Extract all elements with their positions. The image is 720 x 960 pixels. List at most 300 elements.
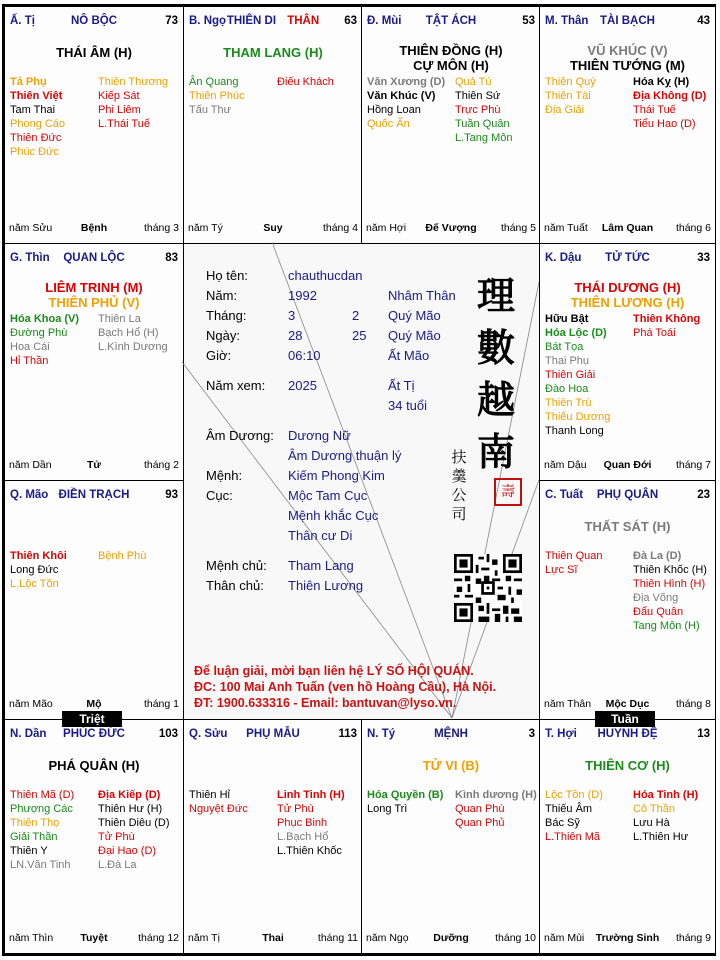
minor-star: Quả Tú [455, 76, 492, 88]
palace-name-text: MỆNH [434, 728, 468, 740]
palace-header [189, 728, 357, 742]
main-star: CỰ MÔN (H) [413, 58, 489, 73]
palace-tuat [539, 480, 716, 720]
minor-star: Thiên Thọ [10, 817, 60, 829]
footer-year: năm Mùi [544, 932, 585, 944]
palace-menh-ty [361, 719, 541, 954]
main-star: THIÊN ĐỒNG (H) [399, 43, 503, 58]
minor-star: L.Đà La [98, 859, 137, 871]
value-am-duong-2: Âm Dương thuận lý [288, 448, 402, 463]
main-star: THIÊN CƠ (H) [585, 758, 670, 773]
footer-month: tháng 3 [143, 222, 179, 234]
palace-hoi [539, 719, 716, 954]
right-star-column [455, 75, 512, 145]
minor-star: Địa Không (D) [633, 90, 707, 102]
palace-header [545, 489, 710, 503]
palace-footer [188, 932, 358, 945]
minor-star: Thiên Hỉ [189, 789, 230, 801]
minor-star: Thiên Đức [10, 132, 62, 144]
contact-address: ĐC: 100 Mai Anh Tuấn (ven hồ Hoàng Cầu), Hà Nội. [194, 680, 497, 694]
value-ngay-am: 25 [352, 328, 367, 343]
minor-star: Thiên Y [10, 845, 48, 857]
value-am-duong: Dương Nữ [288, 428, 351, 443]
minor-star: Tam Thai [10, 104, 56, 116]
footer-month: tháng 8 [675, 698, 711, 710]
main-star: THÁI ÂM (H) [56, 45, 132, 60]
footer-phase: Trường Sinh [595, 932, 660, 944]
palace-age-number: 3 [528, 728, 535, 740]
palace-name [10, 252, 178, 264]
main-star: TỬ VI (B) [422, 758, 480, 773]
footer-month: tháng 4 [322, 222, 358, 234]
calligraphy-char-4: 南 [476, 429, 515, 474]
minor-star: L.Tang Môn [455, 132, 513, 144]
value-than-chu: Thiên Lương [288, 578, 364, 593]
palace-footer [544, 222, 711, 235]
minor-star: Hóa Khoa (V) [10, 313, 80, 325]
left-star-column [189, 75, 245, 117]
value-thang-can: Quý Mão [388, 308, 441, 323]
minor-star: Thiếu Âm [545, 803, 593, 815]
palace-name [10, 728, 178, 740]
value-nam: 1992 [288, 288, 317, 303]
footer-year: năm Thân [544, 698, 592, 710]
palace-dan [4, 719, 184, 954]
palace-name-text: TỬ TỨC [605, 252, 650, 264]
palace-can-chi: Q. Mão [10, 489, 49, 501]
minor-star: Quốc Ấn [367, 118, 410, 130]
minor-star: Tử Phù [98, 831, 135, 843]
main-star: LIÊM TRINH (M) [45, 280, 143, 295]
minor-star: Đào Hoa [545, 383, 589, 395]
value-thang-am: 2 [352, 308, 360, 323]
right-star-column [98, 788, 170, 872]
palace-name-text: THIÊN DI [226, 15, 277, 27]
calligraphy-sub-1: 扶 [451, 448, 467, 466]
main-star: THIÊN LƯƠNG (H) [570, 295, 685, 310]
footer-phase: Dưỡng [433, 932, 469, 944]
minor-star: Thiên La [98, 313, 141, 325]
palace-ngo [183, 6, 363, 244]
footer-year: năm Tý [188, 222, 223, 234]
palace-footer [9, 698, 179, 711]
footer-phase: Lâm Quan [601, 222, 654, 234]
minor-star: Điếu Khách [277, 76, 334, 88]
palace-header [367, 15, 535, 29]
minor-star: Địa Giải [545, 104, 585, 116]
minor-star: Lực Sĩ [545, 564, 578, 576]
minor-star: Hóa Tinh (H) [633, 789, 699, 801]
footer-year: năm Thìn [9, 932, 54, 944]
palace-footer [366, 222, 536, 235]
palace-name-text: NÔ BỘC [71, 15, 117, 27]
palace-age-number: 83 [165, 252, 178, 264]
triet-badge: Triệt [62, 711, 122, 727]
footer-phase: Thai [262, 932, 284, 944]
palace-ty [4, 6, 184, 244]
palace-name [545, 728, 710, 740]
value-tuoi: 34 tuổi [388, 398, 428, 413]
palace-can-chi: N. Dần [10, 728, 47, 740]
minor-star: LN.Văn Tinh [10, 859, 71, 871]
palace-footer [544, 932, 711, 945]
minor-star: Trực Phù [455, 104, 501, 116]
minor-star: Long Trì [367, 803, 408, 815]
palace-than [539, 6, 716, 244]
calligraphy-sub-4: 司 [451, 505, 467, 523]
palace-mui [361, 6, 541, 244]
palace-name-text: HUYNH ĐỆ [597, 728, 658, 740]
red-seal-stamp: 壽 [494, 478, 522, 506]
minor-star: L.Bạch Hổ [277, 831, 329, 843]
left-star-column [545, 549, 602, 577]
footer-year: năm Dần [9, 459, 52, 471]
palace-header [367, 728, 535, 742]
value-gio: 06:10 [288, 348, 321, 363]
value-menh: Kiếm Phong Kim [288, 468, 385, 483]
label-nam: Năm: [206, 288, 238, 303]
calligraphy-sub-2: 羹 [451, 467, 467, 485]
palace-header [10, 252, 178, 266]
minor-star: Thiên Thương [98, 76, 169, 88]
minor-star: Thiên Hư (H) [98, 803, 163, 815]
footer-year: năm Mão [9, 698, 53, 710]
right-star-column [277, 75, 334, 89]
label-cuc: Cục: [206, 488, 233, 503]
palace-can-chi: B. Ngọ [189, 15, 227, 27]
left-star-column [545, 75, 596, 117]
palace-can-chi: T. Hợi [545, 728, 577, 740]
palace-name [189, 728, 357, 740]
palace-can-chi: C. Tuất [545, 489, 584, 501]
palace-can-chi: K. Dậu [545, 252, 582, 264]
minor-star: Phá Toái [633, 327, 676, 339]
minor-star: Phong Cáo [10, 118, 66, 130]
palace-can-chi: N. Tý [367, 728, 396, 740]
palace-age-number: 43 [697, 15, 710, 27]
palace-name-text: PHỤ QUÂN [596, 489, 659, 501]
left-star-column [10, 75, 65, 159]
minor-star: L.Thiên Khốc [277, 845, 342, 857]
palace-mao [4, 480, 184, 720]
right-star-column [633, 788, 698, 844]
tu-vi-chart [2, 4, 716, 956]
palace-name [545, 489, 710, 501]
palace-header [10, 489, 178, 503]
palace-suu [183, 719, 363, 954]
palace-name-text: PHỤ MẪU [246, 728, 300, 740]
value-ho-ten: chauthucdan [288, 268, 363, 283]
minor-star: Phục Binh [277, 817, 328, 829]
palace-name [10, 489, 178, 501]
palace-name [367, 15, 535, 27]
minor-star: Cô Thần [633, 803, 675, 815]
palace-header [189, 15, 357, 29]
minor-star: Bác Sỹ [545, 817, 580, 829]
than-marker: THÂN [287, 15, 320, 27]
left-star-column [367, 75, 445, 131]
footer-year: năm Tuất [544, 222, 588, 234]
value-thang-duong: 3 [288, 308, 296, 323]
minor-star: Ân Quang [189, 76, 239, 88]
left-star-column [10, 549, 67, 591]
calligraphy-char-1: 理 [476, 273, 515, 318]
minor-star: Thiên Giải [545, 369, 596, 381]
palace-footer [544, 459, 711, 472]
palace-name-text: TÀI BẠCH [600, 15, 655, 27]
value-nam-xem: 2025 [288, 378, 317, 393]
footer-year: năm Tị [188, 932, 220, 944]
footer-month: tháng 6 [675, 222, 711, 234]
value-gio-can: Ất Mão [388, 348, 430, 363]
minor-star: Thanh Long [545, 425, 604, 437]
palace-name [10, 15, 178, 27]
minor-star: Thái Tuế [633, 104, 676, 116]
value-ngay-can: Quý Mão [388, 328, 441, 343]
label-ho-ten: Họ tên: [206, 268, 248, 283]
footer-phase: Quan Đới [603, 459, 652, 471]
palace-thin [4, 243, 184, 481]
left-star-column [10, 788, 74, 872]
palace-footer [9, 932, 179, 945]
right-star-column [633, 75, 706, 131]
minor-star: Thiên Mã (D) [10, 789, 75, 801]
footer-month: tháng 2 [143, 459, 179, 471]
palace-age-number: 73 [165, 15, 178, 27]
minor-star: Hóa Quyền (B) [367, 789, 444, 801]
minor-star: Tấu Thư [189, 104, 232, 116]
minor-star: Quan Phù [455, 803, 505, 815]
minor-star: Kình dương (H) [455, 789, 537, 801]
palace-can-chi: Ấ. Tị [10, 15, 35, 27]
minor-star: Thiên Diêu (D) [98, 817, 170, 829]
minor-star: Tả Phụ [10, 76, 47, 88]
minor-star: Thiếu Dương [545, 411, 611, 423]
palace-header [545, 728, 710, 742]
minor-star: Bạch Hổ (H) [98, 327, 159, 339]
minor-star: Thiên Khôi [10, 550, 67, 562]
right-star-column [277, 788, 345, 858]
minor-star: Thiên Phúc [189, 90, 245, 102]
minor-star: Thiên Trù [545, 397, 592, 409]
footer-month: tháng 11 [317, 932, 358, 944]
minor-star: Lưu Hà [633, 817, 670, 829]
minor-star: Kiếp Sát [98, 90, 140, 102]
palace-footer [188, 222, 358, 235]
palace-can-chi: M. Thân [545, 15, 589, 27]
minor-star: Tang Môn (H) [633, 620, 700, 632]
label-ngay: Ngày: [206, 328, 240, 343]
footer-phase: Tuyệt [80, 932, 108, 944]
minor-star: Long Đức [10, 564, 59, 576]
minor-star: Thiên Quan [545, 550, 603, 562]
palace-age-number: 63 [344, 15, 357, 27]
footer-year: năm Sửu [9, 222, 53, 234]
center-info-panel [182, 242, 539, 718]
palace-age-number: 33 [697, 252, 710, 264]
left-star-column [189, 788, 248, 816]
label-am-duong: Âm Dương: [206, 428, 274, 443]
right-star-column [633, 549, 707, 633]
footer-phase: Tử [86, 459, 102, 471]
palace-age-number: 103 [158, 728, 178, 740]
footer-phase: Bệnh [80, 222, 108, 234]
minor-star: Đà La (D) [633, 550, 682, 562]
label-menh: Mệnh: [206, 468, 243, 483]
label-thang: Tháng: [206, 308, 247, 323]
minor-star: Thiên Việt [10, 90, 63, 102]
palace-name-text: QUAN LỘC [63, 252, 125, 264]
right-star-column [633, 312, 700, 340]
footer-month: tháng 12 [138, 932, 179, 944]
calligraphy-char-2: 數 [476, 325, 515, 370]
palace-header [545, 252, 710, 266]
minor-star: Văn Xương (D) [367, 76, 446, 88]
value-nam-xem-can: Ất Tị [388, 378, 415, 393]
minor-star: L.Thiên Hư [633, 831, 689, 843]
palace-name [545, 15, 710, 27]
minor-star: Thiên Sứ [455, 90, 501, 102]
footer-phase: Mộc Dục [605, 698, 650, 710]
right-star-column [98, 312, 168, 354]
palace-can-chi: G. Thìn [10, 252, 50, 264]
palace-name [189, 15, 357, 27]
minor-star: Phúc Đức [10, 146, 59, 158]
value-nam-can: Nhâm Thân [388, 288, 456, 303]
minor-star: Thiên Quý [545, 76, 596, 88]
left-star-column [545, 788, 603, 844]
minor-star: Thai Phụ [545, 355, 590, 367]
palace-age-number: 13 [697, 728, 710, 740]
palace-age-number: 93 [165, 489, 178, 501]
value-cuc-3: Thân cư Di [288, 528, 353, 543]
minor-star: Bệnh Phù [98, 550, 147, 562]
main-star: THẤT SÁT (H) [584, 519, 671, 534]
value-menh-chu: Tham Lang [288, 558, 354, 573]
palace-header [10, 15, 178, 29]
minor-star: Lộc Tồn (D) [545, 789, 603, 801]
palace-name-text: PHÚC ĐỨC [63, 728, 125, 740]
value-cuc-2: Mệnh khắc Cục [288, 508, 379, 523]
calligraphy-char-3: 越 [476, 377, 515, 422]
minor-star: Bát Tọa [545, 341, 584, 353]
palace-name-text: TẬT ÁCH [425, 15, 477, 27]
minor-star: L.Kình Dương [98, 341, 168, 353]
main-star: PHÁ QUÂN (H) [48, 758, 140, 773]
main-star: THIÊN TƯỚNG (M) [569, 58, 686, 73]
palace-footer [366, 932, 536, 945]
footer-phase: Mộ [86, 698, 102, 710]
minor-star: Thiên Không [633, 313, 701, 325]
palace-header [545, 15, 710, 29]
minor-star: Thiên Khốc (H) [633, 564, 707, 576]
footer-month: tháng 10 [495, 932, 536, 944]
contact-phone-email[interactable]: ĐT: 1900.633316 - Email: bantuvan@lyso.vn. [194, 696, 457, 710]
footer-phase: Suy [263, 222, 283, 234]
minor-star: L.Thiên Mã [545, 831, 601, 843]
minor-star: Đường Phù [10, 327, 68, 339]
value-cuc: Mộc Tam Cục [288, 488, 368, 503]
minor-star: Giải Thần [10, 831, 58, 843]
minor-star: L.Lộc Tồn [10, 578, 59, 590]
label-than-chu: Thân chủ: [206, 578, 264, 593]
palace-name [367, 728, 535, 740]
left-star-column [367, 788, 443, 816]
right-star-column [98, 75, 168, 131]
main-star: VŨ KHÚC (V) [587, 43, 668, 58]
footer-month: tháng 1 [143, 698, 179, 710]
minor-star: Linh Tinh (H) [277, 789, 345, 801]
minor-star: Nguyệt Đức [189, 803, 248, 815]
minor-star: Hữu Bật [545, 313, 589, 325]
main-star: THAM LANG (H) [223, 45, 323, 60]
footer-year: năm Ngọ [366, 932, 409, 944]
minor-star: Phượng Các [10, 803, 73, 815]
footer-year: năm Dậu [544, 459, 587, 471]
palace-can-chi: Đ. Mùi [367, 15, 402, 27]
minor-star: Tiểu Hao (D) [633, 118, 696, 130]
minor-star: Hỉ Thần [10, 355, 49, 367]
palace-age-number: 113 [338, 728, 357, 740]
minor-star: Hóa Kỵ (H) [633, 76, 690, 88]
minor-star: Thiên Hình (H) [633, 578, 706, 590]
minor-star: Tử Phù [277, 803, 314, 815]
minor-star: Địa Võng [633, 592, 679, 604]
minor-star: Hoa Cái [10, 341, 50, 353]
palace-name [545, 252, 710, 264]
palace-can-chi: Q. Sửu [189, 728, 228, 740]
minor-star: Đại Hao (D) [98, 845, 157, 857]
footer-phase: Đế Vượng [425, 222, 477, 234]
footer-year: năm Hợi [366, 222, 407, 234]
minor-star: Thiên Tài [545, 90, 591, 102]
minor-star: Địa Kiếp (D) [98, 789, 161, 801]
palace-age-number: 23 [697, 489, 710, 501]
label-gio: Giờ: [206, 348, 232, 363]
minor-star: Hóa Lộc (D) [545, 327, 607, 339]
palace-footer [544, 698, 711, 711]
main-star: THIÊN PHỦ (V) [48, 295, 140, 310]
minor-star: Hồng Loan [367, 104, 421, 116]
palace-footer [9, 222, 179, 235]
left-star-column [545, 312, 610, 438]
calligraphy-subtext [450, 448, 468, 524]
footer-month: tháng 7 [675, 459, 711, 471]
palace-name-text: ĐIỀN TRẠCH [58, 489, 130, 501]
minor-star: Đẩu Quân [633, 606, 684, 618]
tuan-badge: Tuần [595, 711, 655, 727]
right-star-column [98, 549, 146, 563]
calligraphy-sub-3: 公 [451, 486, 467, 504]
label-nam-xem: Năm xem: [206, 378, 266, 393]
main-star: THÁI DƯƠNG (H) [574, 280, 681, 295]
palace-dau [539, 243, 716, 481]
minor-star: Phi Liêm [98, 104, 141, 116]
left-star-column [10, 312, 79, 368]
palace-footer [9, 459, 179, 472]
minor-star: Quan Phủ [455, 817, 505, 829]
label-menh-chu: Mệnh chủ: [206, 558, 267, 573]
minor-star: Tuần Quân [455, 118, 510, 130]
qr-code-icon[interactable] [454, 554, 522, 622]
footer-month: tháng 5 [500, 222, 536, 234]
palace-header [10, 728, 178, 742]
minor-star: L.Thái Tuế [98, 118, 150, 130]
right-star-column [455, 788, 537, 830]
footer-month: tháng 9 [675, 932, 711, 944]
value-ngay-duong: 28 [288, 328, 303, 343]
minor-star: Văn Khúc (V) [367, 90, 436, 102]
